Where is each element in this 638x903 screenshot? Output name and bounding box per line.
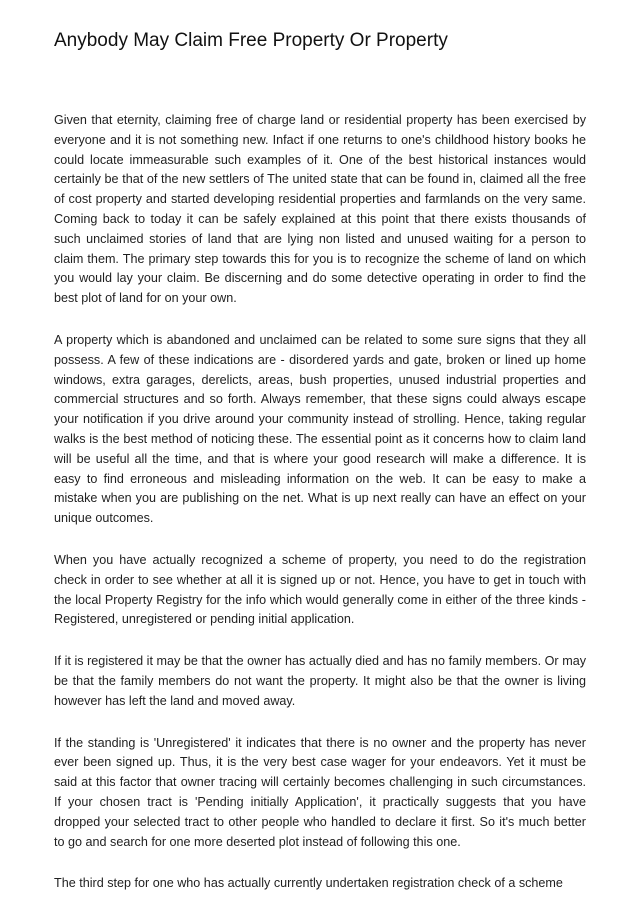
paragraph-4: If it is registered it may be that the owner has actually died and has no family members. Or may be that the family members do not want the property. It might also be that the owner is living however has left the land and moved away. (54, 654, 586, 708)
paragraph-6: The third step for one who has actually currently undertaken registration check of a scheme (54, 876, 563, 891)
document-title: Anybody May Claim Free Property Or Property (54, 30, 448, 51)
paragraph-5: If the standing is 'Unregistered' it indicates that there is no owner and the property has never ever been signed up. Thus, it is the very best case wager for your endeavors. Yet it must be said at this factor that owner tracing will certainly becomes challenging in such circumstances. If your chosen tract is 'Pending initially Application', it practically suggests that you have dropped your selected tract to other people who handled to declare it first. So it's much better to go and search for one more deserted plot instead of following this one. (54, 735, 586, 849)
paragraph-3: When you have actually recognized a scheme of property, you need to do the registration check in order to see whether at all it is signed up or not. Hence, you have to get in touch with the local Property Registry for the info which would generally come in either of the three kinds - Registered, unregistered or pending initial application. (54, 552, 586, 627)
paragraph-2: A property which is abandoned and unclaimed can be related to some sure signs that they all possess. A few of these indications are - disordered yards and gate, broken or lined up home windows, extra garages, derelicts, areas, bush properties, unused industrial properties and commercial structures and so forth. Always remember, that these signs could always escape your notification if you drive around your community instead of strolling. Hence, taking regular walks is the best method of noticing these. The essential point as it concerns how to claim land will be useful all the time, and that is where your good research will make a difference. It is easy to find erroneous and misleading information on the web. It can be easy to make a mistake when you are publishing on the net. What is up next really can have an effect on your unique outcomes. (54, 332, 586, 526)
document-body (54, 111, 586, 903)
paragraph-1: Given that eternity, claiming free of charge land or residential property has been exercised by everyone and it is not something new. Infact if one returns to one's childhood history books he could locate immeasurable such examples of it. One of the best historical instances would certainly be that of the new settlers of The united state that can be found in, claimed all the free of cost property and started developing residential properties and farmlands on the very same. Coming back to today it can be safely explained at this point that there exists thousands of such unclaimed stories of land that are lying non listed and unused waiting for a person to claim them. The primary step towards this for you is to recognize the scheme of land on which you would lay your claim. Be discerning and do some detective operating in order to find the best plot of land for on your own. (54, 113, 586, 306)
